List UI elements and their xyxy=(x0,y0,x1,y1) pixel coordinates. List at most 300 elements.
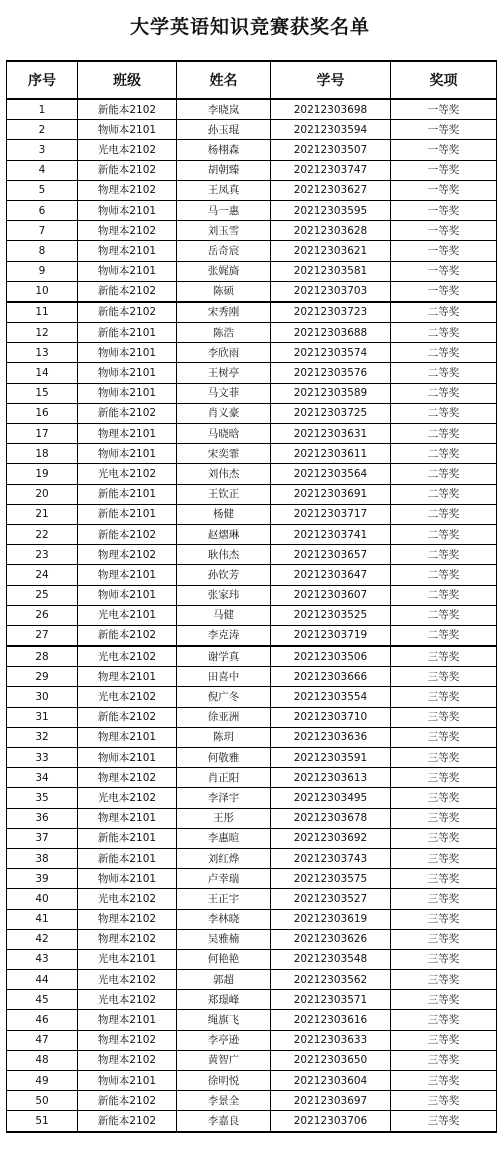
cell-award: 三等奖 xyxy=(391,748,497,768)
cell-class: 新能本2102 xyxy=(78,99,177,120)
cell-seq: 28 xyxy=(7,646,78,667)
cell-name: 李晓岚 xyxy=(177,99,271,120)
cell-award: 一等奖 xyxy=(391,281,497,302)
cell-student-id: 20212303703 xyxy=(271,281,391,302)
cell-student-id: 20212303723 xyxy=(271,302,391,323)
cell-name: 孙玉琨 xyxy=(177,120,271,140)
header-seq: 序号 xyxy=(7,61,78,99)
cell-student-id: 20212303548 xyxy=(271,949,391,969)
cell-award: 二等奖 xyxy=(391,565,497,585)
cell-student-id: 20212303688 xyxy=(271,323,391,343)
cell-class: 物师本2101 xyxy=(78,343,177,363)
cell-class: 物理本2101 xyxy=(78,241,177,261)
cell-name: 李惠暄 xyxy=(177,828,271,848)
table-row xyxy=(7,1091,497,1111)
cell-award: 二等奖 xyxy=(391,504,497,524)
table-row xyxy=(7,363,497,383)
table-row xyxy=(7,99,497,120)
cell-award: 二等奖 xyxy=(391,545,497,565)
cell-name: 张娓旖 xyxy=(177,261,271,281)
cell-seq: 42 xyxy=(7,929,78,949)
cell-name: 绳旗飞 xyxy=(177,1010,271,1030)
cell-seq: 10 xyxy=(7,281,78,302)
cell-seq: 47 xyxy=(7,1030,78,1050)
cell-student-id: 20212303741 xyxy=(271,524,391,544)
cell-award: 三等奖 xyxy=(391,869,497,889)
table-row xyxy=(7,889,497,909)
cell-student-id: 20212303525 xyxy=(271,605,391,625)
table-row xyxy=(7,403,497,423)
cell-award: 三等奖 xyxy=(391,929,497,949)
cell-seq: 31 xyxy=(7,707,78,727)
table-row xyxy=(7,687,497,707)
cell-class: 新能本2102 xyxy=(78,707,177,727)
table-row xyxy=(7,748,497,768)
cell-award: 二等奖 xyxy=(391,302,497,323)
cell-award: 一等奖 xyxy=(391,180,497,200)
table-row xyxy=(7,504,497,524)
cell-class: 物师本2101 xyxy=(78,1071,177,1091)
cell-award: 三等奖 xyxy=(391,707,497,727)
cell-seq: 50 xyxy=(7,1091,78,1111)
table-row xyxy=(7,545,497,565)
table-row xyxy=(7,444,497,464)
cell-name: 李欣雨 xyxy=(177,343,271,363)
table-row xyxy=(7,140,497,160)
cell-name: 陈玥 xyxy=(177,727,271,747)
cell-seq: 37 xyxy=(7,828,78,848)
cell-seq: 6 xyxy=(7,200,78,220)
cell-name: 郑璟峰 xyxy=(177,990,271,1010)
cell-student-id: 20212303581 xyxy=(271,261,391,281)
cell-name: 宋奕霏 xyxy=(177,444,271,464)
cell-student-id: 20212303706 xyxy=(271,1111,391,1132)
table-row xyxy=(7,383,497,403)
cell-name: 宋秀刚 xyxy=(177,302,271,323)
cell-class: 物理本2101 xyxy=(78,424,177,444)
table-row xyxy=(7,484,497,504)
cell-class: 光电本2102 xyxy=(78,970,177,990)
cell-name: 李泽宇 xyxy=(177,788,271,808)
cell-class: 光电本2102 xyxy=(78,464,177,484)
cell-seq: 21 xyxy=(7,504,78,524)
cell-class: 物理本2102 xyxy=(78,909,177,929)
table-row xyxy=(7,808,497,828)
cell-seq: 1 xyxy=(7,99,78,120)
cell-class: 新能本2102 xyxy=(78,302,177,323)
cell-class: 新能本2101 xyxy=(78,848,177,868)
cell-name: 赵熠琳 xyxy=(177,524,271,544)
cell-student-id: 20212303564 xyxy=(271,464,391,484)
cell-student-id: 20212303576 xyxy=(271,363,391,383)
cell-student-id: 20212303650 xyxy=(271,1050,391,1070)
cell-seq: 34 xyxy=(7,768,78,788)
header-class: 班级 xyxy=(78,61,177,99)
cell-award: 三等奖 xyxy=(391,667,497,687)
cell-award: 二等奖 xyxy=(391,585,497,605)
cell-award: 二等奖 xyxy=(391,363,497,383)
cell-class: 光电本2102 xyxy=(78,646,177,667)
cell-name: 郭超 xyxy=(177,970,271,990)
cell-name: 耿伟杰 xyxy=(177,545,271,565)
cell-student-id: 20212303604 xyxy=(271,1071,391,1091)
cell-name: 何艳艳 xyxy=(177,949,271,969)
cell-name: 杨栩森 xyxy=(177,140,271,160)
cell-name: 岳奇宸 xyxy=(177,241,271,261)
cell-class: 物师本2101 xyxy=(78,261,177,281)
cell-seq: 20 xyxy=(7,484,78,504)
table-row xyxy=(7,241,497,261)
cell-class: 新能本2102 xyxy=(78,160,177,180)
cell-student-id: 20212303595 xyxy=(271,200,391,220)
cell-student-id: 20212303507 xyxy=(271,140,391,160)
table-row xyxy=(7,605,497,625)
cell-award: 一等奖 xyxy=(391,200,497,220)
cell-seq: 7 xyxy=(7,221,78,241)
cell-seq: 29 xyxy=(7,667,78,687)
cell-student-id: 20212303719 xyxy=(271,625,391,646)
cell-class: 物理本2102 xyxy=(78,180,177,200)
cell-award: 二等奖 xyxy=(391,403,497,423)
cell-seq: 30 xyxy=(7,687,78,707)
table-row xyxy=(7,323,497,343)
cell-award: 三等奖 xyxy=(391,788,497,808)
cell-class: 新能本2101 xyxy=(78,323,177,343)
cell-name: 陈浩 xyxy=(177,323,271,343)
cell-award: 二等奖 xyxy=(391,605,497,625)
cell-name: 田喜中 xyxy=(177,667,271,687)
cell-student-id: 20212303678 xyxy=(271,808,391,828)
cell-award: 一等奖 xyxy=(391,241,497,261)
table-row xyxy=(7,343,497,363)
table-row xyxy=(7,990,497,1010)
table-header-row xyxy=(7,61,497,99)
table-row xyxy=(7,1050,497,1070)
table-row xyxy=(7,768,497,788)
cell-award: 三等奖 xyxy=(391,949,497,969)
cell-award: 三等奖 xyxy=(391,1111,497,1132)
cell-class: 物理本2101 xyxy=(78,667,177,687)
cell-seq: 13 xyxy=(7,343,78,363)
header-student-id: 学号 xyxy=(271,61,391,99)
cell-class: 物师本2101 xyxy=(78,585,177,605)
cell-name: 李林晓 xyxy=(177,909,271,929)
cell-award: 一等奖 xyxy=(391,99,497,120)
cell-student-id: 20212303631 xyxy=(271,424,391,444)
cell-class: 光电本2101 xyxy=(78,949,177,969)
cell-class: 新能本2101 xyxy=(78,484,177,504)
cell-student-id: 20212303691 xyxy=(271,484,391,504)
cell-class: 物理本2102 xyxy=(78,929,177,949)
table-row xyxy=(7,949,497,969)
cell-name: 徐明悦 xyxy=(177,1071,271,1091)
cell-student-id: 20212303619 xyxy=(271,909,391,929)
table-row xyxy=(7,667,497,687)
cell-seq: 23 xyxy=(7,545,78,565)
cell-name: 卢幸瑞 xyxy=(177,869,271,889)
table-row xyxy=(7,848,497,868)
award-table xyxy=(6,60,497,1133)
cell-student-id: 20212303725 xyxy=(271,403,391,423)
cell-class: 光电本2102 xyxy=(78,889,177,909)
cell-name: 陈硕 xyxy=(177,281,271,302)
cell-award: 二等奖 xyxy=(391,464,497,484)
cell-award: 三等奖 xyxy=(391,848,497,868)
table-row xyxy=(7,646,497,667)
cell-student-id: 20212303594 xyxy=(271,120,391,140)
cell-student-id: 20212303743 xyxy=(271,848,391,868)
cell-seq: 5 xyxy=(7,180,78,200)
cell-seq: 25 xyxy=(7,585,78,605)
cell-class: 物师本2101 xyxy=(78,748,177,768)
cell-name: 谢学真 xyxy=(177,646,271,667)
cell-class: 物师本2101 xyxy=(78,363,177,383)
cell-name: 倪广冬 xyxy=(177,687,271,707)
cell-student-id: 20212303698 xyxy=(271,99,391,120)
cell-student-id: 20212303591 xyxy=(271,748,391,768)
cell-class: 光电本2102 xyxy=(78,140,177,160)
cell-seq: 40 xyxy=(7,889,78,909)
cell-seq: 46 xyxy=(7,1010,78,1030)
cell-student-id: 20212303628 xyxy=(271,221,391,241)
cell-student-id: 20212303589 xyxy=(271,383,391,403)
cell-award: 二等奖 xyxy=(391,383,497,403)
cell-seq: 51 xyxy=(7,1111,78,1132)
cell-student-id: 20212303616 xyxy=(271,1010,391,1030)
cell-name: 肖正阳 xyxy=(177,768,271,788)
cell-class: 光电本2101 xyxy=(78,605,177,625)
cell-name: 刘玉雪 xyxy=(177,221,271,241)
cell-student-id: 20212303506 xyxy=(271,646,391,667)
cell-name: 李景全 xyxy=(177,1091,271,1111)
cell-seq: 8 xyxy=(7,241,78,261)
cell-seq: 22 xyxy=(7,524,78,544)
cell-class: 新能本2102 xyxy=(78,403,177,423)
cell-award: 一等奖 xyxy=(391,120,497,140)
cell-award: 三等奖 xyxy=(391,687,497,707)
cell-name: 何敬雅 xyxy=(177,748,271,768)
cell-student-id: 20212303697 xyxy=(271,1091,391,1111)
cell-name: 张家玮 xyxy=(177,585,271,605)
cell-student-id: 20212303647 xyxy=(271,565,391,585)
table-row xyxy=(7,261,497,281)
cell-class: 新能本2102 xyxy=(78,281,177,302)
cell-seq: 17 xyxy=(7,424,78,444)
cell-seq: 35 xyxy=(7,788,78,808)
table-row xyxy=(7,180,497,200)
cell-seq: 48 xyxy=(7,1050,78,1070)
cell-student-id: 20212303554 xyxy=(271,687,391,707)
cell-student-id: 20212303633 xyxy=(271,1030,391,1050)
table-row xyxy=(7,424,497,444)
cell-class: 物师本2101 xyxy=(78,869,177,889)
cell-student-id: 20212303611 xyxy=(271,444,391,464)
cell-award: 三等奖 xyxy=(391,889,497,909)
cell-seq: 15 xyxy=(7,383,78,403)
table-row xyxy=(7,1010,497,1030)
cell-seq: 11 xyxy=(7,302,78,323)
cell-class: 物理本2101 xyxy=(78,565,177,585)
cell-name: 马晓晗 xyxy=(177,424,271,444)
cell-student-id: 20212303657 xyxy=(271,545,391,565)
cell-seq: 41 xyxy=(7,909,78,929)
table-row xyxy=(7,1030,497,1050)
cell-seq: 26 xyxy=(7,605,78,625)
cell-award: 三等奖 xyxy=(391,909,497,929)
cell-name: 李亭逊 xyxy=(177,1030,271,1050)
cell-seq: 16 xyxy=(7,403,78,423)
cell-name: 孙钦芳 xyxy=(177,565,271,585)
table-row xyxy=(7,625,497,646)
cell-class: 新能本2102 xyxy=(78,625,177,646)
cell-student-id: 20212303607 xyxy=(271,585,391,605)
cell-award: 一等奖 xyxy=(391,221,497,241)
cell-class: 物理本2102 xyxy=(78,545,177,565)
cell-award: 二等奖 xyxy=(391,323,497,343)
cell-award: 三等奖 xyxy=(391,828,497,848)
cell-seq: 33 xyxy=(7,748,78,768)
cell-name: 徐亚洲 xyxy=(177,707,271,727)
cell-seq: 27 xyxy=(7,625,78,646)
table-row xyxy=(7,869,497,889)
table-body xyxy=(7,99,497,1132)
cell-class: 新能本2102 xyxy=(78,1111,177,1132)
cell-award: 三等奖 xyxy=(391,1010,497,1030)
cell-class: 光电本2102 xyxy=(78,788,177,808)
cell-class: 物师本2101 xyxy=(78,200,177,220)
cell-name: 王凤真 xyxy=(177,180,271,200)
cell-seq: 18 xyxy=(7,444,78,464)
cell-student-id: 20212303692 xyxy=(271,828,391,848)
table-row xyxy=(7,120,497,140)
cell-name: 马一惠 xyxy=(177,200,271,220)
table-row xyxy=(7,524,497,544)
cell-class: 物师本2101 xyxy=(78,120,177,140)
cell-class: 物师本2101 xyxy=(78,383,177,403)
cell-student-id: 20212303621 xyxy=(271,241,391,261)
header-name: 姓名 xyxy=(177,61,271,99)
cell-student-id: 20212303636 xyxy=(271,727,391,747)
cell-class: 物理本2101 xyxy=(78,727,177,747)
cell-award: 三等奖 xyxy=(391,646,497,667)
table-row xyxy=(7,1071,497,1091)
cell-award: 三等奖 xyxy=(391,990,497,1010)
cell-student-id: 20212303710 xyxy=(271,707,391,727)
cell-award: 三等奖 xyxy=(391,1091,497,1111)
cell-class: 新能本2102 xyxy=(78,524,177,544)
cell-name: 刘伟杰 xyxy=(177,464,271,484)
cell-name: 王正宇 xyxy=(177,889,271,909)
cell-class: 新能本2101 xyxy=(78,828,177,848)
cell-seq: 2 xyxy=(7,120,78,140)
cell-seq: 3 xyxy=(7,140,78,160)
cell-seq: 14 xyxy=(7,363,78,383)
cell-seq: 43 xyxy=(7,949,78,969)
cell-class: 新能本2101 xyxy=(78,504,177,524)
cell-name: 王树亭 xyxy=(177,363,271,383)
cell-student-id: 20212303574 xyxy=(271,343,391,363)
table-row xyxy=(7,970,497,990)
cell-name: 马文菲 xyxy=(177,383,271,403)
cell-student-id: 20212303626 xyxy=(271,929,391,949)
cell-seq: 39 xyxy=(7,869,78,889)
cell-award: 二等奖 xyxy=(391,484,497,504)
cell-class: 物理本2102 xyxy=(78,1050,177,1070)
cell-award: 一等奖 xyxy=(391,140,497,160)
header-award: 奖项 xyxy=(391,61,497,99)
table-row xyxy=(7,1111,497,1132)
table-row xyxy=(7,302,497,323)
cell-student-id: 20212303666 xyxy=(271,667,391,687)
cell-seq: 12 xyxy=(7,323,78,343)
cell-student-id: 20212303613 xyxy=(271,768,391,788)
cell-class: 物理本2102 xyxy=(78,221,177,241)
cell-award: 三等奖 xyxy=(391,1050,497,1070)
cell-name: 刘红烨 xyxy=(177,848,271,868)
cell-student-id: 20212303627 xyxy=(271,180,391,200)
cell-award: 三等奖 xyxy=(391,768,497,788)
cell-class: 物师本2101 xyxy=(78,444,177,464)
cell-class: 新能本2102 xyxy=(78,1091,177,1111)
table-row xyxy=(7,281,497,302)
table-row xyxy=(7,585,497,605)
cell-name: 李克涛 xyxy=(177,625,271,646)
cell-seq: 49 xyxy=(7,1071,78,1091)
cell-seq: 9 xyxy=(7,261,78,281)
cell-award: 三等奖 xyxy=(391,727,497,747)
table-row xyxy=(7,727,497,747)
cell-name: 胡朝臻 xyxy=(177,160,271,180)
cell-student-id: 20212303571 xyxy=(271,990,391,1010)
cell-student-id: 20212303717 xyxy=(271,504,391,524)
cell-class: 光电本2102 xyxy=(78,990,177,1010)
table-row xyxy=(7,909,497,929)
table-row xyxy=(7,565,497,585)
cell-class: 物理本2101 xyxy=(78,808,177,828)
page-title: 大学英语知识竞赛获奖名单 xyxy=(129,16,370,38)
cell-award: 一等奖 xyxy=(391,160,497,180)
cell-student-id: 20212303575 xyxy=(271,869,391,889)
cell-award: 三等奖 xyxy=(391,1030,497,1050)
table-row xyxy=(7,788,497,808)
cell-student-id: 20212303747 xyxy=(271,160,391,180)
cell-award: 二等奖 xyxy=(391,524,497,544)
cell-award: 二等奖 xyxy=(391,444,497,464)
cell-name: 杨健 xyxy=(177,504,271,524)
cell-seq: 24 xyxy=(7,565,78,585)
table-row xyxy=(7,221,497,241)
table-row xyxy=(7,828,497,848)
cell-award: 一等奖 xyxy=(391,261,497,281)
cell-student-id: 20212303527 xyxy=(271,889,391,909)
cell-name: 李嘉良 xyxy=(177,1111,271,1132)
cell-name: 肖义豪 xyxy=(177,403,271,423)
table-row xyxy=(7,464,497,484)
table-row xyxy=(7,929,497,949)
cell-class: 物理本2102 xyxy=(78,768,177,788)
cell-name: 王钦正 xyxy=(177,484,271,504)
cell-seq: 32 xyxy=(7,727,78,747)
cell-award: 二等奖 xyxy=(391,343,497,363)
cell-class: 光电本2102 xyxy=(78,687,177,707)
cell-seq: 38 xyxy=(7,848,78,868)
cell-seq: 4 xyxy=(7,160,78,180)
cell-name: 黄智广 xyxy=(177,1050,271,1070)
cell-award: 三等奖 xyxy=(391,808,497,828)
table-row xyxy=(7,160,497,180)
table-row xyxy=(7,707,497,727)
cell-award: 三等奖 xyxy=(391,970,497,990)
